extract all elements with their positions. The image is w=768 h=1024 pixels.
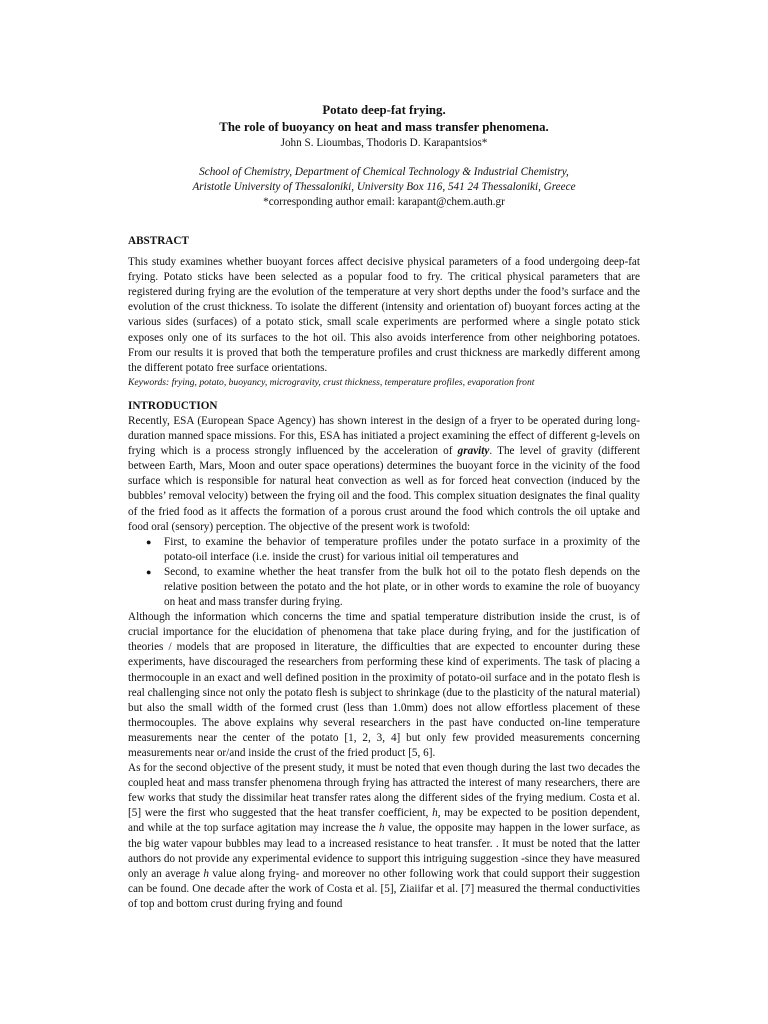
objective-2-text: Second, to examine whether the heat transfer from the bulk hot oil to the potato flesh depends on the relative position between the potato and the hot plate, or in other words to examine the role of buoyancy on heat and mass transfer during frying. bbox=[164, 565, 640, 609]
introduction-paragraph-1 bbox=[128, 414, 640, 535]
intro-p3-text-b: , may be expected to be position dependent, and while at the top surface agitation may increase the bbox=[128, 807, 640, 835]
objective-1-text: First, to examine the behavior of temperature profiles under the potato surface in a proximity of the potato-oil interface (i.e. inside the crust) for various initial oil temperatures and bbox=[164, 535, 640, 563]
introduction-paragraph-2: Although the information which concerns the time and spatial temperature distribution inside the crust, is of crucial importance for the elucidation of phenomena that take place during frying, and for the justification of theories / models that are proposed in literature, the difficulties that are expected to encounter during these experiments, have discouraged the researchers from performing these kind of experiments. The task of placing a thermocouple in an exact and well defined position in the proximity of potato-oil surface and in the potato flesh is real challenging since not only the potato flesh is subject to shrinkage (due to the plasticity of the natural material) but also the small width of the formed crust (less than 1.0mm) does not allow effortless placement of these thermocouples. The above explains why several researchers in the past have conducted on-line temperature measurements near the center of the potato [1, 2, 3, 4] but only few provided measurements concerning measurements near or/and inside the crust of the fried product [5, 6]. bbox=[128, 611, 640, 759]
intro-p1-text-a: Recently, ESA (European Space Agency) has shown interest in the design of a fryer to be operated during long-duration manned space missions. For this, ESA has initiated a project examining the effect of different g-levels on frying which is a process strongly influenced by the acceleration of bbox=[128, 414, 640, 458]
intro-p3-text-a: As for the second objective of the present study, it must be noted that even though during the last two decades the coupled heat and mass transfer phenomena through frying has attracted the interest of many researchers, there are few works that study the dissimilar heat transfer rates along the different sides of the frying medium. Costa et al. [5] were the first who suggested that the heat transfer coefficient, bbox=[128, 762, 640, 820]
list-item bbox=[146, 565, 640, 610]
paper-title bbox=[128, 102, 640, 136]
paper-title-line-1: Potato deep-fat frying. bbox=[322, 103, 446, 117]
paper-affiliation bbox=[128, 165, 640, 195]
introduction-heading: INTRODUCTION bbox=[128, 399, 218, 412]
gravity-emphasis: gravity bbox=[457, 445, 490, 458]
paper-content bbox=[128, 102, 640, 912]
abstract-text: This study examines whether buoyant forces affect decisive physical parameters of a food undergoing deep-fat frying. Potato sticks have been selected as a popular food to fry. The critical physical parameters that are registered during frying are the evolution of the temperature at very short depths under the food’s surface and the evolution of the crust thickness. To isolate the different (intensity and orientation of) buoyant forces acting at the various sides (surfaces) of a potato stick, small scale experiments are performed where a single potato stick exposes only one of its surfaces to the hot oil. This also avoids interference from other neighboring potatoes. From our results it is proved that both the temperature profiles and crust thickness are markedly different among the different potato free surface orientations. bbox=[128, 256, 640, 374]
list-item bbox=[146, 535, 640, 565]
objectives-list bbox=[128, 535, 640, 610]
corresponding-author-email: *corresponding author email: karapant@chem.auth.gr bbox=[263, 196, 505, 208]
h-symbol: h bbox=[432, 807, 438, 820]
paper-title-line-2: The role of buoyancy on heat and mass transfer phenomena. bbox=[219, 120, 549, 134]
intro-p1-text-b: . The level of gravity (different between Earth, Mars, Moon and outer space operations) determines the buoyant force in the vicinity of the food surface which is responsible for natural heat convection as well as for forced heat convection (induced by the bubbles’ removal velocity) between the frying oil and the food. This complex situation designates the final quality of the fried food as it affects the formation of a porous crust around the food which controls the oil uptake and food oral (sensory) perception. The objective of the present work is twofold: bbox=[128, 445, 640, 533]
bullet-icon: ● bbox=[146, 566, 152, 577]
abstract-heading: ABSTRACT bbox=[128, 235, 189, 247]
affiliation-line-1: School of Chemistry, Department of Chemical Technology & Industrial Chemistry, bbox=[199, 166, 569, 178]
introduction-paragraph-3 bbox=[128, 761, 640, 912]
bullet-icon: ● bbox=[146, 536, 152, 547]
affiliation-line-2: Aristotle University of Thessaloniki, University Box 116, 541 24 Thessaloniki, Greece bbox=[192, 181, 576, 193]
intro-p3-text-d: value along frying- and moreover no other following work that could support their suggestion can be found. One decade after the work of Costa et al. [5], Ziaiifar et al. [7] measured the thermal conductivities of top and bottom crust during frying and found bbox=[128, 867, 640, 910]
paper-authors: John S. Lioumbas, Thodoris D. Karapantsios* bbox=[280, 137, 488, 149]
h-symbol: h bbox=[379, 822, 385, 835]
h-symbol: h bbox=[203, 867, 210, 880]
intro-p3-text-c: value, the opposite may happen in the lower surface, as the big water vapour bubbles may lead to a increased resistance to heat transfer. . It must be noted that the latter authors do not provide any experimental evidence to support this intriguing suggestion -since they have measured only an average bbox=[128, 822, 640, 880]
keywords: Keywords: frying, potato, buoyancy, microgravity, crust thickness, temperature profiles, evaporation front bbox=[128, 376, 535, 388]
